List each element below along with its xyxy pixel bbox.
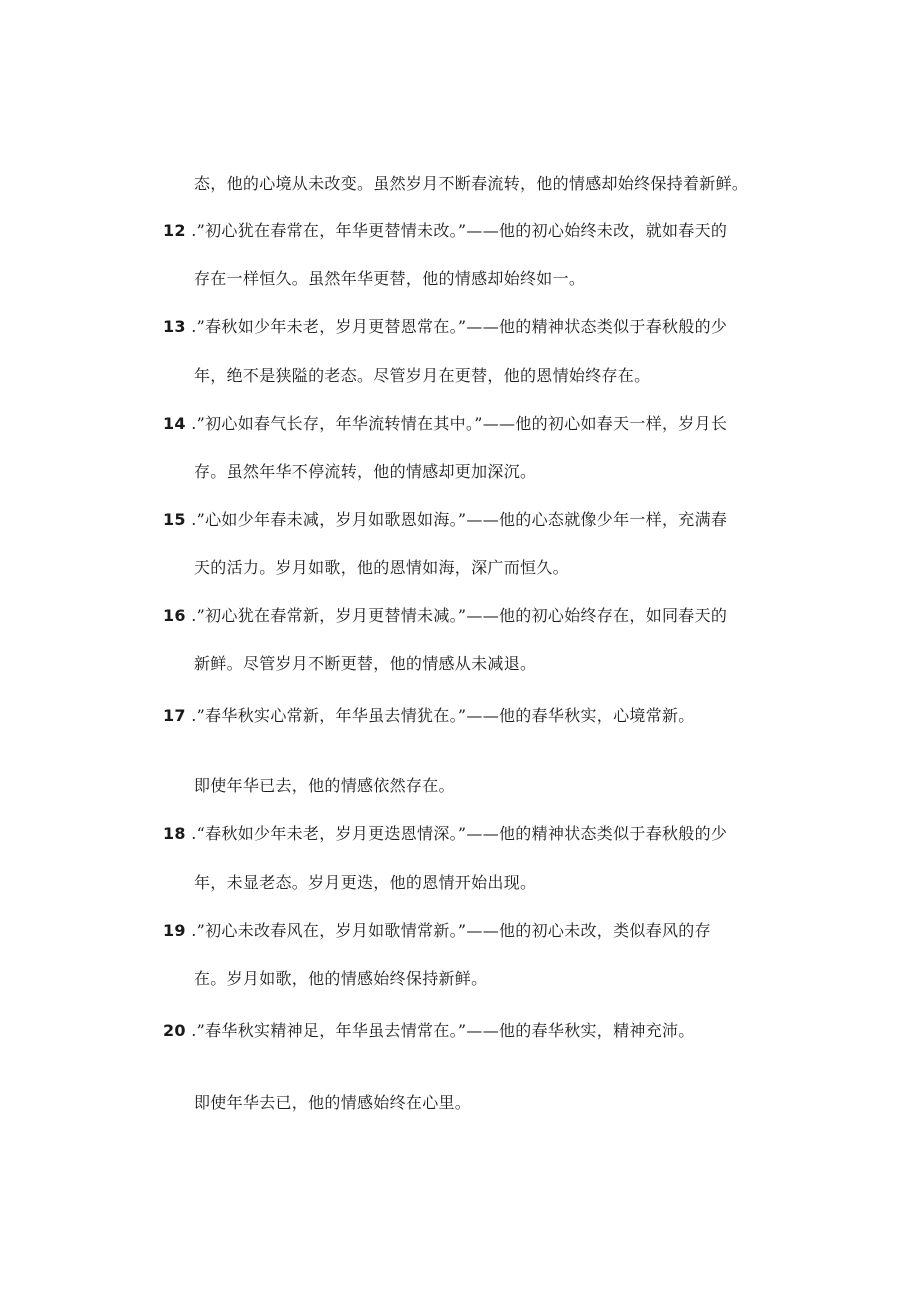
- text-line: [194, 654, 536, 674]
- line-text: 在。岁月如歌，他的情感始终保持新鲜。: [194, 969, 488, 988]
- text-line: [194, 174, 748, 194]
- item-text: .”心如少年春未减，岁月如歌恩如海。”——他的心态就像少年一样，充满春: [185, 510, 728, 529]
- numbered-item: [163, 414, 727, 434]
- item-text: .“春秋如少年未老，岁月更迭恩情深。”——他的精神状态类似于春秋般的少: [185, 824, 728, 843]
- text-line: [194, 776, 455, 796]
- line-text: 年，未显老态。岁月更迭，他的恩情开始出现。: [194, 873, 537, 892]
- text-line: [194, 269, 585, 289]
- item-text: .”春华秋实心常新，年华虽去情犹在。”——他的春华秋实，心境常新。: [185, 706, 695, 725]
- item-number: 19: [163, 921, 186, 940]
- text-line: [194, 969, 487, 989]
- line-text: 态，他的心境从未改变。虽然岁月不断春流转，他的情感却始终保持着新鲜。: [194, 174, 749, 193]
- item-number: 12: [163, 221, 186, 240]
- line-text: 天的活力。岁月如歌，他的恩情如海，深广而恒久。: [194, 558, 569, 577]
- item-text: .”春秋如少年未老，岁月更替恩常在。”——他的精神状态类似于春秋般的少: [185, 317, 728, 336]
- numbered-item: [163, 221, 727, 241]
- item-text: .”初心如春气长存，年华流转情在其中。”——他的初心如春天一样，岁月长: [185, 414, 728, 433]
- numbered-item: [163, 510, 727, 530]
- item-number: 18: [163, 824, 186, 843]
- line-text: 存在一样恒久。虽然年华更替，他的情感却始终如一。: [194, 269, 586, 288]
- text-line: [194, 462, 536, 482]
- item-number: 14: [163, 414, 186, 433]
- text-line: [194, 1093, 471, 1113]
- item-text: .”初心犹在春常在，年华更替情未改。”——他的初心始终未改，就如春天的: [185, 221, 728, 240]
- numbered-item: [163, 606, 727, 626]
- numbered-item: [163, 317, 727, 337]
- item-number: 20: [163, 1021, 186, 1040]
- item-text: .”春华秋实精神足，年华虽去情常在。”——他的春华秋实，精神充沛。: [185, 1021, 695, 1040]
- line-text: 存。虽然年华不停流转，他的情感却更加深沉。: [194, 462, 537, 481]
- item-number: 16: [163, 606, 186, 625]
- text-line: [194, 873, 536, 893]
- item-text: .”初心犹在春常新，岁月更替情未减。”——他的初心始终存在，如同春天的: [185, 606, 728, 625]
- numbered-item: [163, 921, 711, 941]
- numbered-item: [163, 1021, 695, 1041]
- item-number: 13: [163, 317, 186, 336]
- text-line: [194, 558, 569, 578]
- item-text: .”初心未改春风在，岁月如歌情常新。”——他的初心未改，类似春风的存: [185, 921, 711, 940]
- line-text: 新鲜。尽管岁月不断更替，他的情感从未减退。: [194, 654, 537, 673]
- numbered-item: [163, 706, 695, 726]
- line-text: 即使年华去已，他的情感始终在心里。: [194, 1093, 472, 1112]
- line-text: 年，绝不是狭隘的老态。尽管岁月在更替，他的恩情始终存在。: [194, 366, 651, 385]
- text-line: [194, 366, 650, 386]
- item-number: 17: [163, 706, 186, 725]
- line-text: 即使年华已去，他的情感依然存在。: [194, 776, 455, 795]
- numbered-item: [163, 824, 727, 844]
- item-number: 15: [163, 510, 186, 529]
